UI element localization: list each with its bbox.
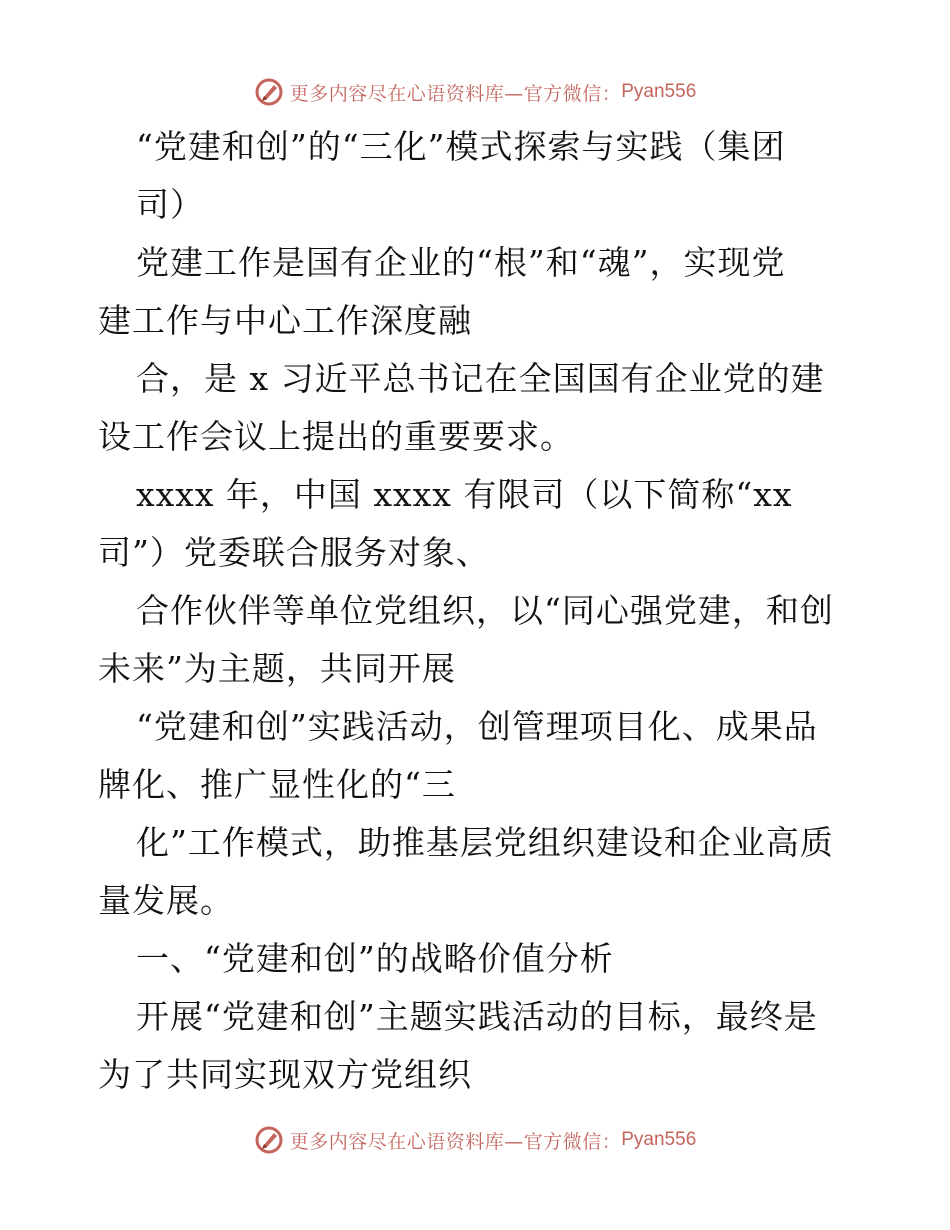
paragraph-line: 司”）党委联合服务对象、 [98, 533, 490, 572]
document-title-line-1: “党建和创”的“三化”模式探索与实践（集团 [136, 127, 786, 166]
paragraph-line: 开展“党建和创”主题实践活动的目标，最终是 [136, 997, 818, 1036]
footer-watermark [0, 1120, 950, 1160]
section-heading: 一、“党建和创”的战略价值分析 [136, 939, 614, 978]
watermark-wechat-id: Pyan556 [621, 81, 697, 102]
paragraph-line: 量发展。 [98, 881, 234, 920]
paragraph-line: 牌化、推广显性化的“三 [98, 765, 456, 804]
paragraph-line: 化”工作模式，助推基层党组织建设和企业高质 [136, 823, 834, 862]
header-watermark [0, 72, 950, 112]
watermark-logo-icon [254, 77, 284, 107]
document-body [98, 118, 858, 1104]
paragraph-line: 设工作会议上提出的重要要求。 [98, 417, 574, 456]
paragraph-line: 党建工作是国有企业的“根”和“魂”，实现党 [136, 243, 786, 282]
paragraph-line: 未来”为主题，共同开展 [98, 649, 456, 688]
paragraph-line: 为了共同实现双方党组织 [98, 1055, 472, 1094]
watermark-text: 更多内容尽在心语资料库—官方微信： [289, 1130, 622, 1153]
watermark-text: 更多内容尽在心语资料库—官方微信： [289, 82, 622, 105]
paragraph-line: 合，是 x 习近平总书记在全国国有企业党的建 [136, 359, 825, 398]
paragraph-line: “党建和创”实践活动，创管理项目化、成果品 [136, 707, 818, 746]
document-title-line-2: 司） [136, 185, 204, 224]
watermark-wechat-id: Pyan556 [621, 1129, 697, 1150]
paragraph-line: xxxx 年，中国 xxxx 有限司（以下简称“xx [136, 475, 793, 514]
paragraph-line: 合作伙伴等单位党组织，以“同心强党建，和创 [136, 591, 834, 630]
watermark-logo-icon [254, 1125, 284, 1155]
paragraph-line: 建工作与中心工作深度融 [98, 301, 472, 340]
